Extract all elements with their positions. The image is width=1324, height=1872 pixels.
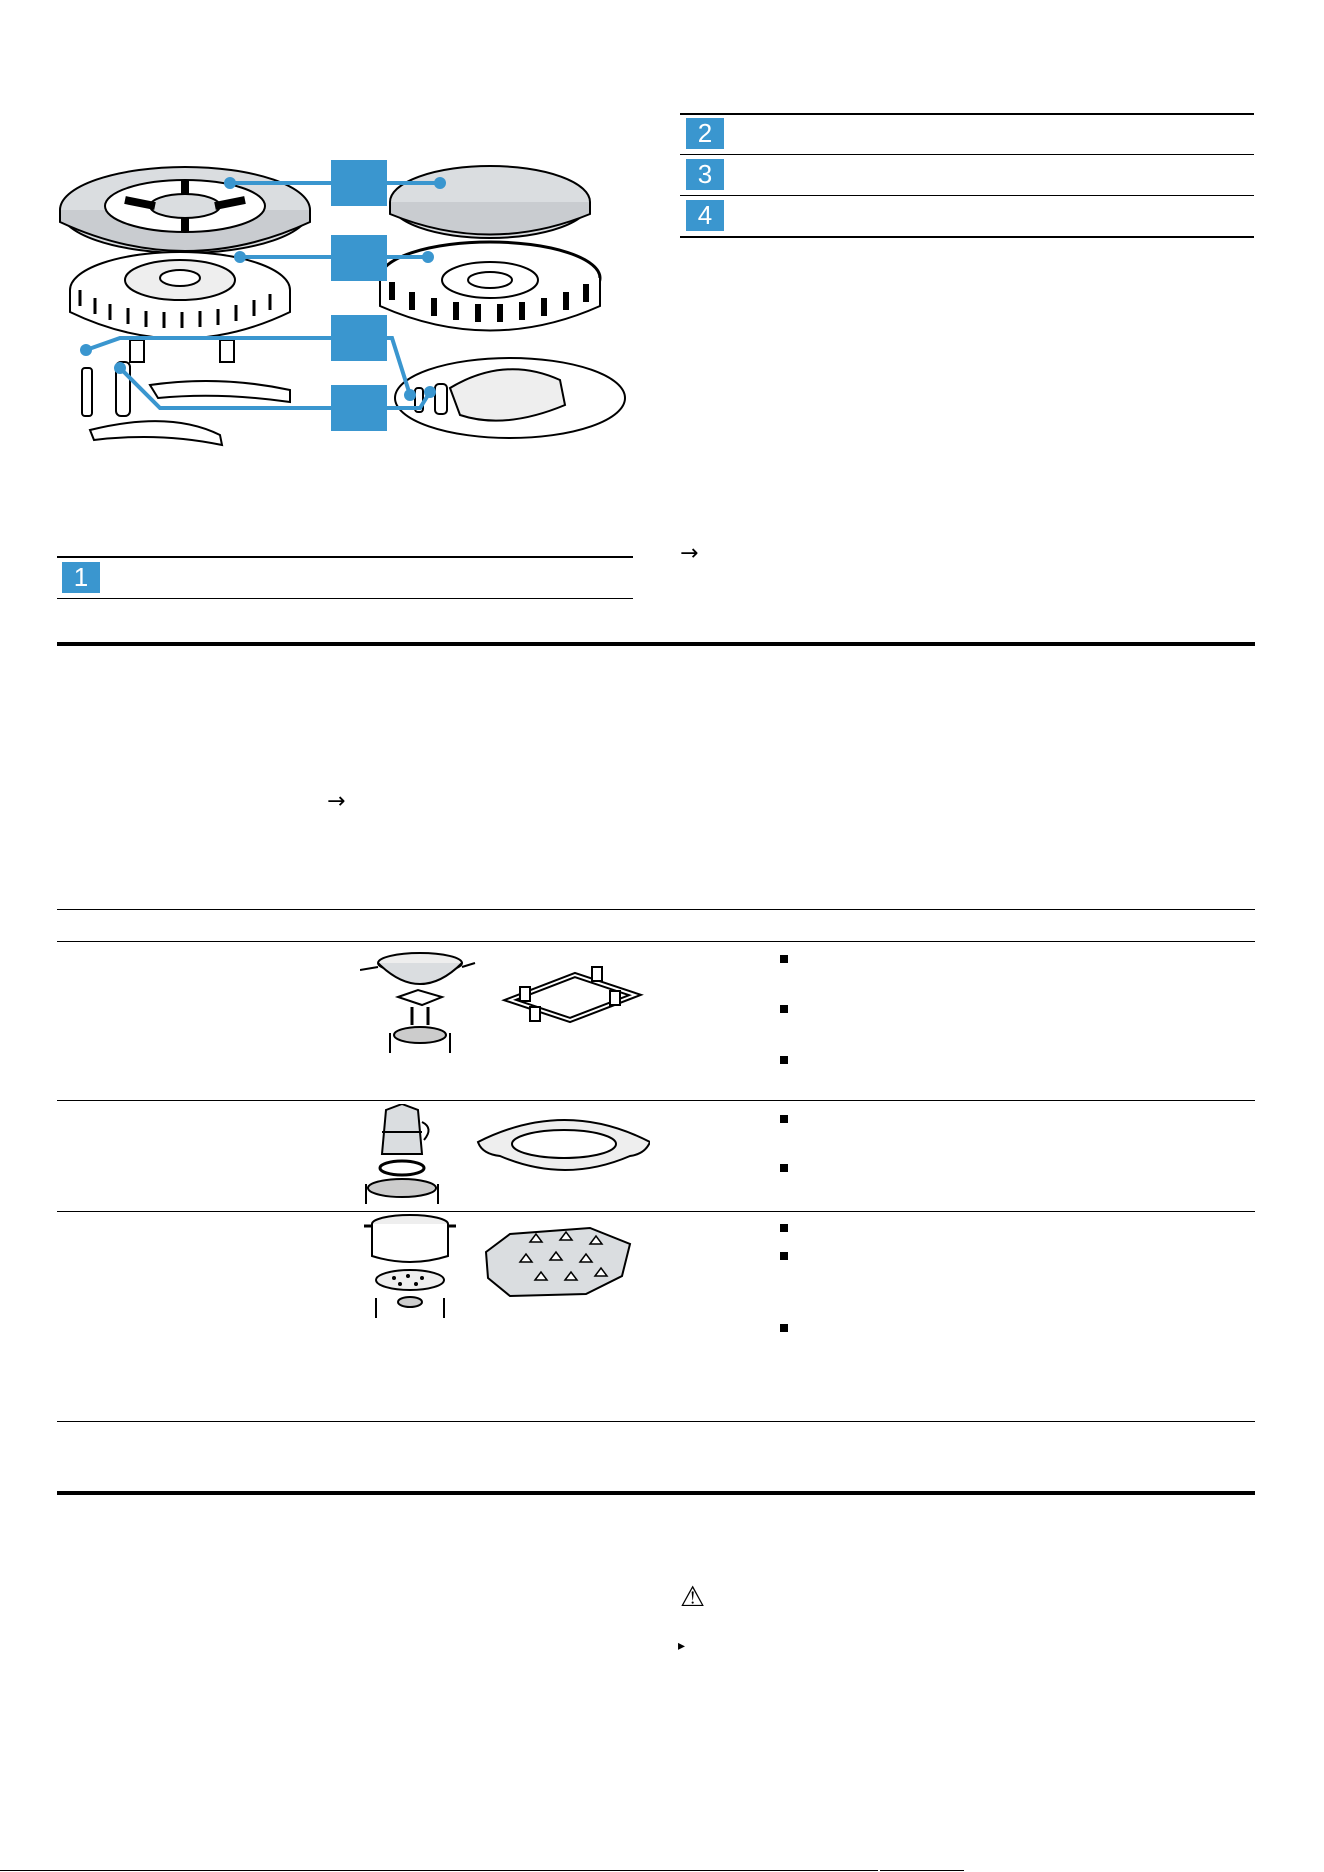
section-divider [57,1491,1255,1495]
bullet-icon [780,1056,788,1064]
legend-rule [680,236,1254,238]
legend-rule [680,154,1254,155]
burner-exploded-diagram [50,140,650,480]
bullet-icon [780,1115,788,1123]
bullet-icon [780,1224,788,1232]
legend-number-3: 3 [686,159,724,190]
legend-number-1: 1 [62,562,100,593]
bullet-icon [780,955,788,963]
arrow-icon: → [327,789,346,814]
arrow-icon: → [680,541,699,566]
legend-number-4: 4 [686,200,724,231]
legend-rule [680,113,1254,115]
footer-rule [880,1870,964,1871]
table-row-rule [57,1100,1255,1101]
table-header-rule [57,909,1255,910]
simmer-plate-illustration [360,1214,650,1320]
triangle-bullet-icon: ▸ [678,1638,686,1654]
footer-rule [0,1870,878,1871]
espresso-adapter-illustration [360,1104,650,1208]
bullet-icon [780,1164,788,1172]
bullet-icon [780,1252,788,1260]
legend-rule [680,195,1254,196]
warning-icon: ⚠ [680,1580,706,1613]
legend-rule [57,556,633,558]
bullet-icon [780,1324,788,1332]
legend-number-2: 2 [686,118,724,149]
table-row-rule [57,1211,1255,1212]
bullet-icon [780,1005,788,1013]
legend-rule [57,598,633,599]
table-row-rule [57,1421,1255,1422]
section-divider [57,642,1255,646]
wok-ring-illustration [360,945,650,1055]
table-header-rule [57,941,1255,942]
